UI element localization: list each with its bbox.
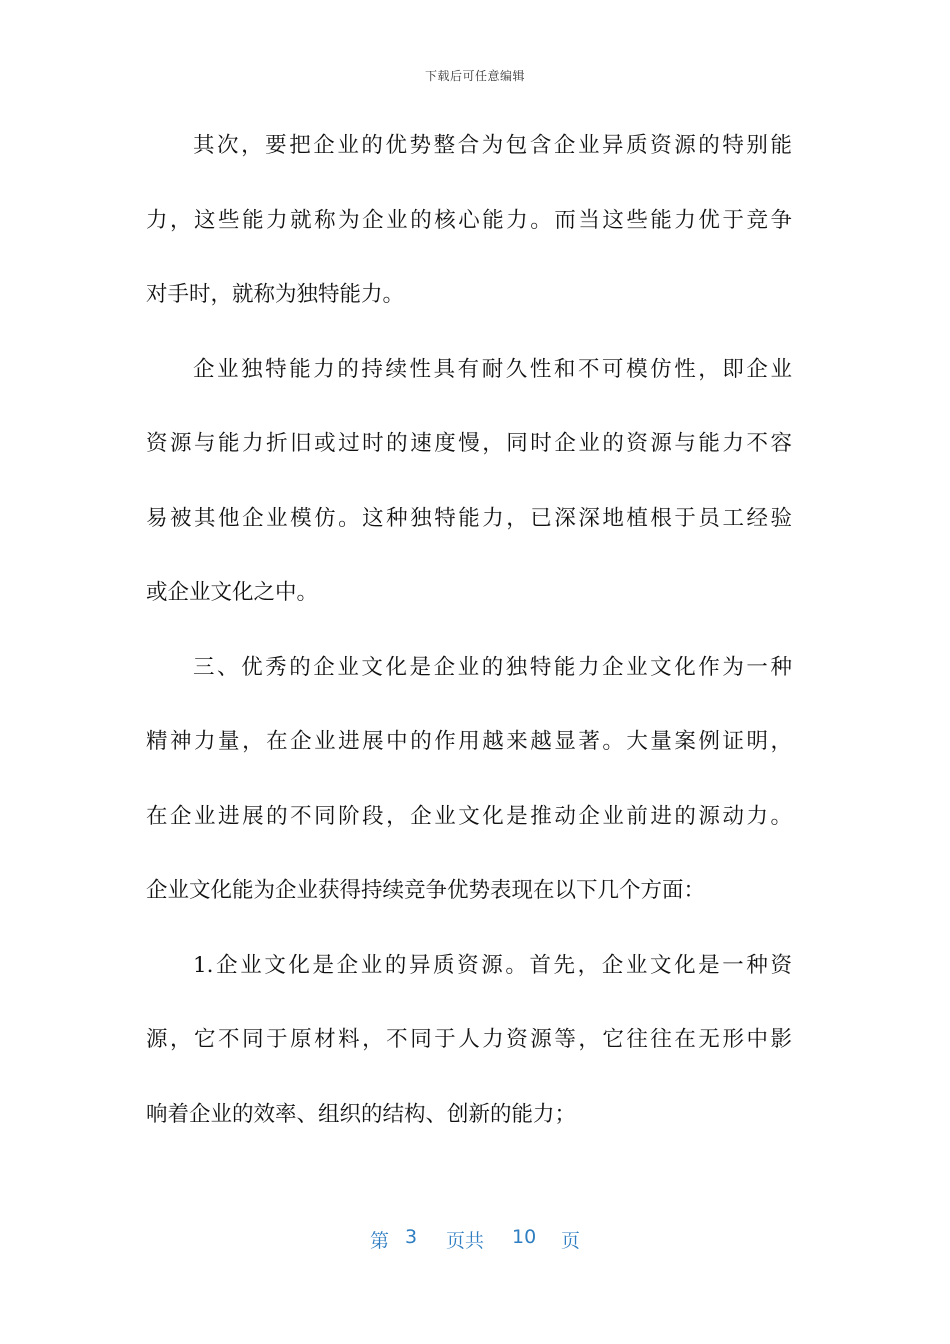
header-note: 下载后可任意编辑: [424, 69, 525, 83]
paragraph-line: 精神力量，在企业进展中的作用越来越显著。大量案例证明，: [146, 729, 792, 754]
body-text: [146, 127, 792, 1170]
paragraph-line: 响着企业的效率、组织的结构、创新的能力；: [146, 1101, 577, 1127]
paragraph-line: 对手时，就称为独特能力。: [146, 282, 405, 307]
paragraph-line: 易被其他企业模仿。这种独特能力，已深深地植根于员工经验: [146, 505, 792, 531]
paragraph-line: 其次，要把企业的优势整合为包含企业异质资源的特别能: [193, 133, 792, 158]
footer-di: 第: [370, 1230, 390, 1252]
footer-ye: 页: [561, 1230, 581, 1252]
paragraph-line: 源，它不同于原材料，不同于人力资源等，它往往在无形中影: [146, 1027, 792, 1052]
footer-total-pages: 10: [512, 1226, 537, 1248]
paragraph-line: 资源与能力折旧或过时的速度慢，同时企业的资源与能力不容: [146, 431, 792, 456]
paragraph-line: 1.企业文化是企业的异质资源。首先，企业文化是一种资: [193, 952, 792, 978]
paragraph-line: 力，这些能力就称为企业的核心能力。而当这些能力优于竞争: [146, 207, 792, 233]
footer-ye-gong: 页共: [446, 1230, 485, 1252]
paragraph-line: 企业文化能为企业获得持续竞争优势表现在以下几个方面：: [146, 878, 706, 903]
paragraph-line: 在企业进展的不同阶段，企业文化是推动企业前进的源动力。: [146, 803, 792, 829]
footer-current-page: 3: [405, 1226, 418, 1248]
paragraph-line: 或企业文化之中。: [146, 580, 319, 605]
paragraph-line: 企业独特能力的持续性具有耐久性和不可模仿性，即企业: [193, 356, 792, 382]
paragraph-line: 三、优秀的企业文化是企业的独特能力企业文化作为一种: [193, 654, 792, 680]
